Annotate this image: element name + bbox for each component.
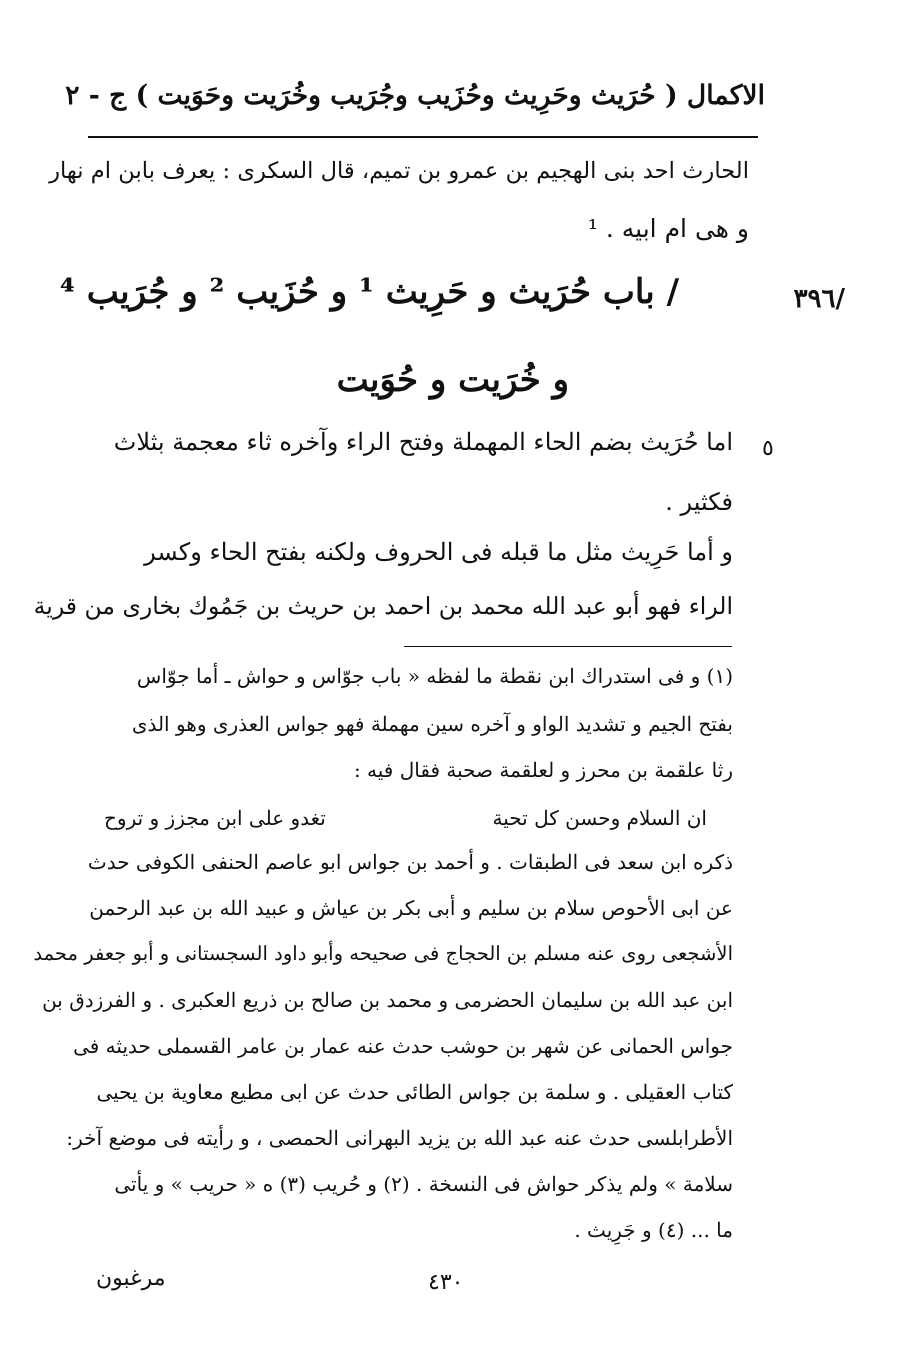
footnote-line: (١) و فى استدراك ابن نقطة ما لفظه « باب جوّاس و حواش ـ أما جوّاس (136, 664, 733, 688)
footnote-line: سلامة » ولم يذكر حواش فى النسخة . (٢) و حُريب (٣) ه « حريب » و يأتى (114, 1172, 733, 1196)
footnote-line: رثا علقمة بن محرز و لعلقمة صحبة فقال فيه : (353, 758, 733, 782)
footnote-line: ذكره ابن سعد فى الطبقات . و أحمد بن جواس ابو عاصم الحنفى الكوفى حدث (87, 850, 733, 874)
paragraph-line: و أما حَرِيث مثل ما قبله فى الحروف ولكنه بفتح الحاء وكسر (144, 538, 733, 566)
catchword: مرغبون (96, 1266, 166, 1291)
section-marker: /٣٩٦ (793, 284, 845, 314)
section-heading-line-2: و خُرَيت و حُوَيت (336, 360, 569, 400)
margin-line-number: ٥ (762, 436, 774, 461)
body-line-1: الحارث احد بنى الهجيم بن عمرو بن تميم، قال السكرى : يعرف بابن ام نهار (49, 158, 749, 184)
page-number: ٤٣٠ (428, 1270, 464, 1295)
footnote-line: عن ابى الأحوص سلام بن سليم و أبى بكر بن عياش و عبيد الله بن عبد الرحمن (89, 896, 733, 920)
paragraph-line: الراء فهو أبو عبد الله محمد بن احمد بن حريث بن جَمُوك بخارى من قرية (33, 592, 733, 620)
footnote-rule (404, 646, 732, 647)
poem-hemistich-left: تغدو على ابن مجزز و تروح (104, 806, 326, 830)
header-rule (88, 136, 758, 138)
footnote-line: ما ... (٤) و جَرِيث . (574, 1218, 733, 1242)
body-line-2: و هى ام ابيه . ¹ (587, 214, 749, 243)
footnote-line: الأشجعى روى عنه مسلم بن الحجاج فى صحيحه وأبو داود السجستانى و أبو جعفر محمد (33, 942, 733, 965)
footnote-line: بفتح الجيم و تشديد الواو و آخره سين مهملة فهو جواس العذرى وهو الذى (131, 712, 733, 736)
footnote-line: ابن عبد الله بن سليمان الحضرمى و محمد بن صالح بن ذريع العكبرى . و الفرزدق بن (42, 988, 733, 1012)
footnote-line: كتاب العقيلى . و سلمة بن جواس الطائى حدث عن ابى مطيع معاوية بن يحيى (96, 1080, 733, 1104)
footnote-line: الأطرابلسى حدث عنه عبد الله بن يزيد البهرانى الحمصى ، و رأيته فى موضع آخر: (66, 1126, 733, 1150)
footnote-line: جواس الحمانى عن شهر بن حوشب حدث عنه عمار بن عامر القسملى حديثه فى (73, 1034, 733, 1058)
section-heading-line-1: / باب حُرَيث و حَرِيث ¹ و حُزَيب ² و جُرَيب ⁴ (60, 272, 679, 312)
page-header: الاكمال ( حُرَيث وحَرِيث وحُزَيب وجُرَيب وخُرَيت وحَوَيت ) ج - ٢ (65, 80, 765, 111)
paragraph-line: اما حُرَيث بضم الحاء المهملة وفتح الراء وآخره ثاء معجمة بثلاث (113, 428, 733, 456)
poem-hemistich-right: ان السلام وحسن كل تحية (492, 806, 707, 830)
paragraph-line: فكثير . (665, 488, 733, 516)
